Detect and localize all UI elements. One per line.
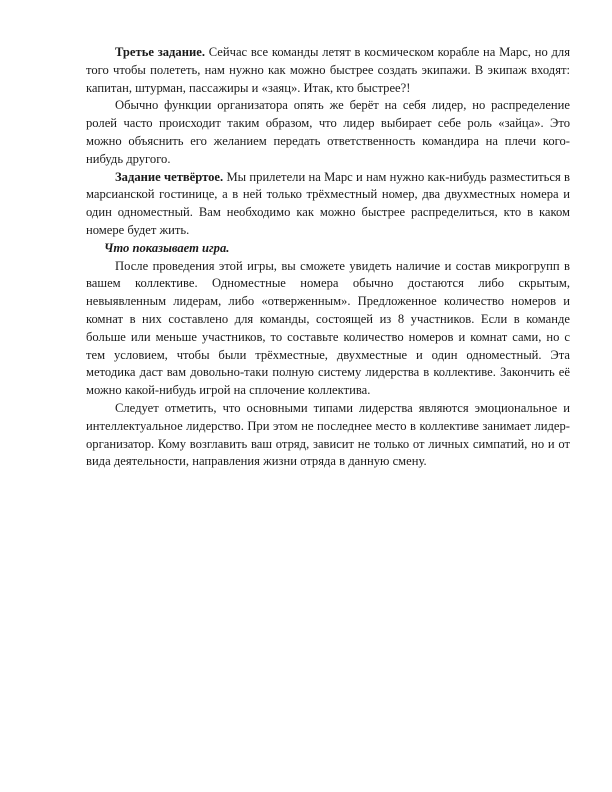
leadership-types-text: Следует отметить, что основными типами лидерства являются эмоциональное и интеллектуальное лидерство. При этом не последнее место в коллективе занимает лидер-организатор. Кому возглавить ваш отряд, зависит не только от личных симпатий, но и от вида деятельности, направления жизни отряда в данную смену. xyxy=(86,400,570,469)
organizer-role-text: Обычно функции организатора опять же берёт на себя лидер, но распределение ролей часто происходит таким образом, что лидер выбирает себе роль «зайца». Это можно объяснить его желанием передать ответственность командира на плечи кого-нибудь другого. xyxy=(86,98,570,166)
paragraph-leadership-types xyxy=(86,400,570,471)
task-three-heading: Третье задание. xyxy=(115,45,205,59)
paragraph-organizer-role xyxy=(86,97,570,168)
paragraph-task-four xyxy=(86,169,570,240)
paragraph-task-three xyxy=(86,44,570,97)
game-results-text: После проведения этой игры, вы сможете увидеть наличие и состав микрогрупп в вашем коллективе. Одноместные номера обычно достаются либо скрытым, невыявленным лидерам, либо «отверженным». Предложенное количество номеров и комнат в них составлено для команды, состоящей из 8 участников. Если в команде больше или меньше участников, то составьте количество номеров и комнат сами, но с тем условием, чтобы были трёхместные, двухместные и один одноместный. Эта методика даст вам довольно-таки полную систему лидерства в коллективе. Закончить её можно какой-нибудь игрой на сплочение коллектива. xyxy=(86,258,570,398)
task-four-heading: Задание четвёртое. xyxy=(115,169,224,184)
paragraph-game-results-heading xyxy=(86,240,570,258)
task-four-text: Мы прилетели на Марс и нам нужно как-нибудь разместиться в марсианской гостинице, а в ней только трёхместный номер, два двухместных номера и один одноместный. Вам необходимо как можно быстрее распределиться, кто в каком номере будет жить. xyxy=(86,169,570,237)
task-three-text: Сейчас все команды летят в космическом корабле на Марс, но для того чтобы полететь, нам нужно как можно быстрее создать экипажи. В экипаж входят: капитан, штурман, пассажиры и «заяц». Итак, кто быстрее?! xyxy=(86,45,570,95)
paragraph-game-results xyxy=(86,258,570,400)
document-body xyxy=(86,44,570,471)
game-results-heading: Что показывает игра. xyxy=(104,240,230,255)
